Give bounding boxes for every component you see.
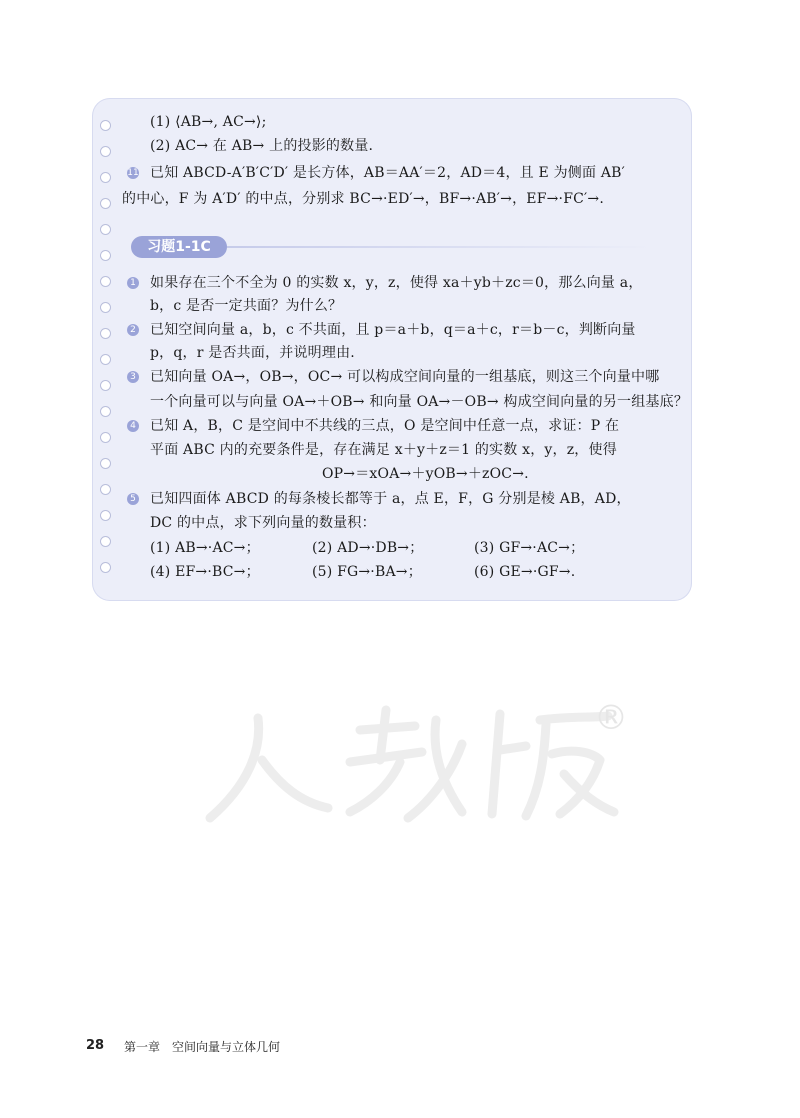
chapter-title: 第一章 空间向量与立体几何 [124,1040,281,1054]
problem-11-line-1: 已知 ABCD-A′B′C′D′ 是长方体，AB＝AA′＝2，AD＝4，且 E 为侧面 AB′ [150,165,626,181]
problem-5-line-2: DC 的中点，求下列向量的数量积： [150,515,376,531]
problem-number-badge: 3 [127,371,139,383]
problem-number-badge: 4 [127,420,139,432]
watermark-calligraphy-icon [200,690,630,830]
problem-11-line-2: 的中心，F 为 A′D′ 的中点，分别求 BC→·ED′→，BF→·AB′→，EF→·FC′→. [122,191,604,207]
binder-hole [100,172,111,183]
problem-3-line-2: 一个向量可以与向量 OA→＋OB→ 和向量 OA→－OB→ 构成空间向量的另一组基底？ [150,394,689,410]
binder-hole [100,458,111,469]
binder-hole [100,562,111,573]
problem-5-part-6: (6) GE→·GF→. [474,564,576,580]
binder-hole [100,510,111,521]
problem-5-part-2: (2) AD→·DB→； [312,540,424,556]
binder-hole [100,250,111,261]
binder-hole [100,354,111,365]
publisher-watermark-logo [200,690,630,830]
binder-hole [100,380,111,391]
page-number: 28 [86,1038,105,1053]
problem-4-line-1: 已知 A，B，C 是空间中不共线的三点，O 是空间中任意一点，求证：P 在 [150,418,620,434]
binder-hole [100,224,111,235]
problem-number-badge: 5 [127,493,139,505]
section-title: 习题1-1C [131,236,227,258]
problem-1-line-1: 如果存在三个不全为 0 的实数 x，y，z，使得 xa＋yb＋zc＝0，那么向量 a， [150,275,643,291]
binder-hole [100,302,111,313]
problem-4-formula: OP→＝xOA→＋yOB→＋zOC→. [322,466,529,482]
problem-5-part-3: (3) GF→·AC→； [474,540,585,556]
problem-number-badge: 2 [127,324,139,336]
registered-mark: ® [594,698,628,738]
problem-number-badge: 1 [127,277,139,289]
section-divider [227,246,652,248]
binder-hole [100,536,111,547]
binder-hole [100,146,111,157]
problem-5-line-1: 已知四面体 ABCD 的每条棱长都等于 a，点 E，F，G 分别是棱 AB，AD， [150,491,631,507]
problem-5-part-5: (5) FG→·BA→； [312,564,422,580]
problem-5-part-4: (4) EF→·BC→； [150,564,260,580]
binder-hole [100,328,111,339]
binder-hole [100,198,111,209]
problem-3-line-1: 已知向量 OA→，OB→，OC→ 可以构成空间向量的一组基底，则这三个向量中哪 [150,369,660,385]
question-part-1: (1) ⟨AB→, AC→⟩; [150,114,267,130]
binder-hole [100,406,111,417]
problem-5-part-1: (1) AB→·AC→； [150,540,260,556]
binder-hole [100,276,111,287]
problem-2-line-2: p，q，r 是否共面，并说明理由. [150,345,355,361]
binder-hole [100,432,111,443]
binder-hole [100,484,111,495]
problem-4-line-2: 平面 ABC 内的充要条件是，存在满足 x＋y＋z＝1 的实数 x，y，z，使得 [150,442,617,458]
problem-1-line-2: b，c 是否一定共面？为什么？ [150,298,343,314]
binder-hole [100,120,111,131]
question-part-2: (2) AC→ 在 AB→ 上的投影的数量. [150,138,374,154]
problem-2-line-1: 已知空间向量 a，b，c 不共面，且 p＝a＋b，q＝a＋c，r＝b－c，判断向量 [150,322,636,338]
problem-number-badge: 11 [127,168,139,178]
